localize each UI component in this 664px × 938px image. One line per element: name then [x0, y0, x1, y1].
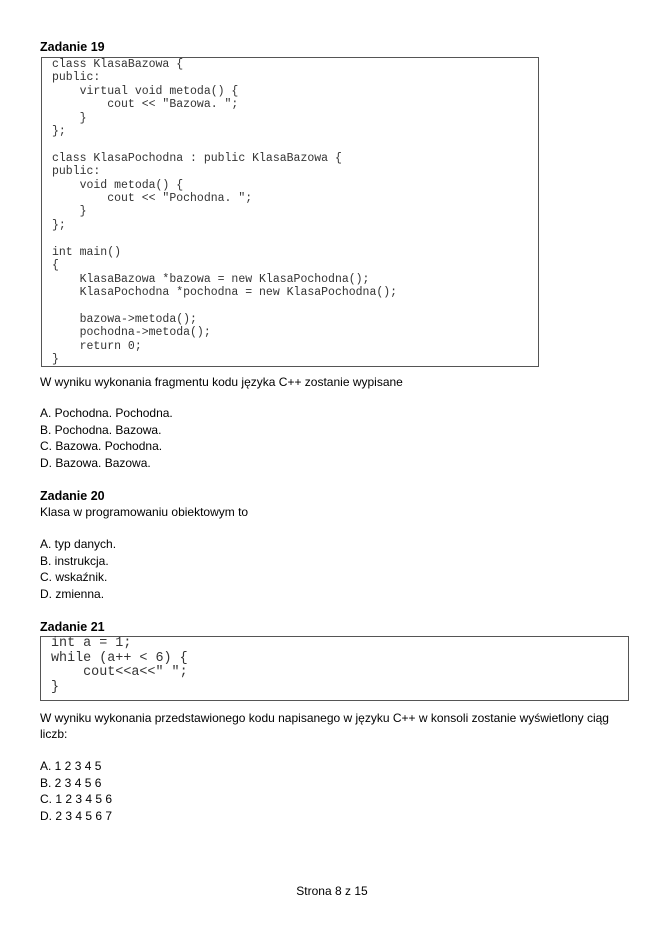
task-21-question-line-1: W wyniku wykonania przedstawionego kodu napisanego w języku C++ w konsoli zostanie wyświetlony ciąg — [40, 711, 609, 725]
task-19-option-d: D. Bazowa. Bazowa. — [40, 455, 151, 470]
task-19-code-box — [41, 57, 539, 367]
task-20-option-c: C. wskaźnik. — [40, 570, 108, 584]
task-19-option-b: B. Pochodna. Bazowa. — [40, 422, 162, 437]
task-21-question-line-2: liczb: — [40, 727, 68, 741]
task-21-title: Zadanie 21 — [40, 620, 105, 634]
task-19-question: W wyniku wykonania fragmentu kodu języka C++ zostanie wypisane — [40, 375, 403, 389]
task-20-title: Zadanie 20 — [40, 489, 105, 503]
task-21-option-a: A. 1 2 3 4 5 — [40, 759, 102, 773]
task-21-option-b: B. 2 3 4 5 6 — [40, 775, 102, 790]
task-21-code: int a = 1; while (a++ < 6) { cout<<a<<" "; } — [51, 636, 188, 695]
task-20-option-d: D. zmienna. — [40, 586, 105, 601]
task-20-question: Klasa w programowaniu obiektowym to — [40, 505, 249, 519]
task-19-code: class KlasaBazowa { public: virtual void metoda() { cout << "Bazowa. "; } }; class KlasaPochodna : public KlasaBazowa { public: void metoda() { cout << "Pochodna. "; } }; int main() { KlasaBazowa *bazowa = new KlasaPochodna(); KlasaPochodna *pochodna = new KlasaPochodna(); bazowa->metoda(); pochodna->metoda(); return 0; } — [52, 58, 398, 366]
task-19-option-a: A. Pochodna. Pochodna. — [40, 406, 173, 420]
task-19-title: Zadanie 19 — [40, 40, 105, 54]
task-21-option-c: C. 1 2 3 4 5 6 — [40, 792, 113, 806]
task-21-option-d: D. 2 3 4 5 6 7 — [40, 808, 113, 823]
task-20-option-a: A. typ danych. — [40, 537, 117, 551]
task-21-code-box — [40, 636, 629, 701]
page-number: Strona 8 z 15 — [296, 884, 368, 898]
task-19-option-c: C. Bazowa. Pochodna. — [40, 439, 163, 453]
task-20-option-b: B. instrukcja. — [40, 553, 109, 568]
